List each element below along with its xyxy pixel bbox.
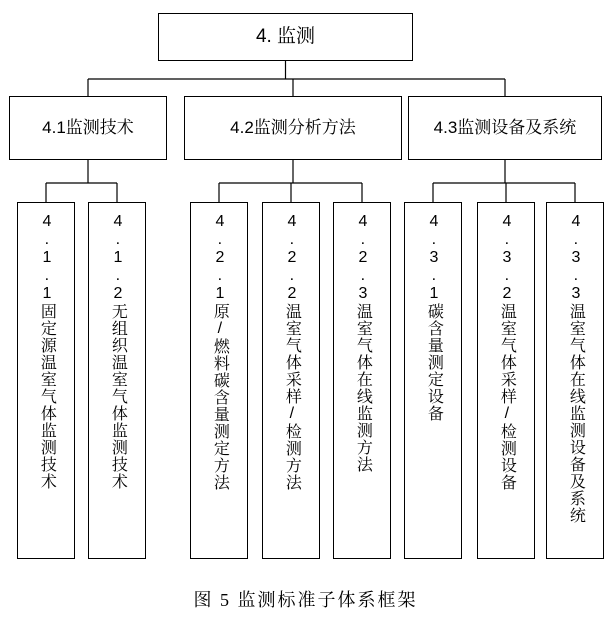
node-level3-label-2: 4.1.2无组织温室气体监测技术 — [109, 213, 127, 490]
node-level2-label-1: 4.1监测技术 — [42, 118, 134, 138]
node-level2-equipment-systems — [408, 96, 602, 160]
node-level3-4-3-1 — [404, 202, 462, 559]
figure-caption: 图 5 监测标准子体系框架 — [193, 590, 418, 610]
node-level3-label-8: 4.3.3温室气体在线监测设备及系统 — [567, 213, 585, 524]
node-level3-label-6: 4.3.1碳含量测定设备 — [425, 213, 443, 422]
node-level3-4-2-2 — [262, 202, 320, 559]
node-level3-label-5: 4.2.3温室气体在线监测方法 — [354, 213, 372, 473]
node-level3-label-1: 4.1.1固定源温室气体监测技术 — [38, 213, 56, 490]
node-level2-monitoring-technology — [9, 96, 167, 160]
node-level3-4-2-1 — [190, 202, 248, 559]
node-level2-label-3: 4.3监测设备及系统 — [433, 118, 577, 138]
node-level3-label-7: 4.3.2温室气体采样/检测设备 — [498, 213, 516, 491]
node-level3-label-3: 4.2.1原/燃料碳含量测定方法 — [211, 213, 229, 491]
node-root — [158, 13, 413, 61]
node-level3-4-2-3 — [333, 202, 391, 559]
node-level3-label-4: 4.2.2温室气体采样/检测方法 — [283, 213, 301, 491]
node-level3-4-3-2 — [477, 202, 535, 559]
node-level3-4-3-3 — [546, 202, 604, 559]
node-level3-4-1-1 — [17, 202, 75, 559]
node-root-label: 4. 监测 — [255, 26, 316, 48]
node-level3-4-1-2 — [88, 202, 146, 559]
node-level2-analysis-methods — [184, 96, 402, 160]
node-level2-label-2: 4.2监测分析方法 — [230, 118, 356, 138]
